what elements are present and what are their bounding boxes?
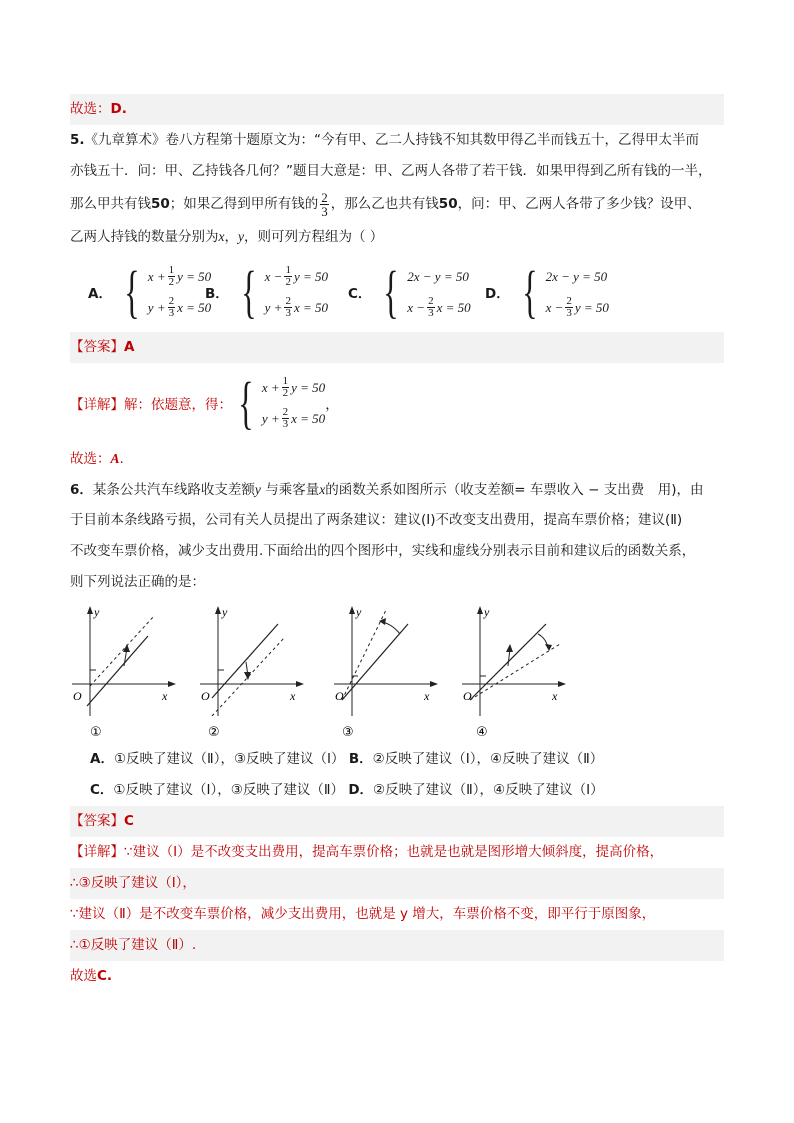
equation-1 <box>148 261 211 292</box>
comma: ， <box>325 397 339 413</box>
graph-4 <box>460 604 570 739</box>
q5-conclusion <box>70 443 724 474</box>
fraction <box>168 296 176 319</box>
detail-text: ∴③反映了建议（Ⅰ）， <box>70 875 196 891</box>
fraction-numerator: 1 <box>282 375 289 387</box>
q6-line-3 <box>70 536 724 567</box>
detail-text: ∴①反映了建议（Ⅱ）. <box>70 937 197 953</box>
option-label: B． <box>205 286 229 302</box>
fraction-denominator: 2 <box>282 387 289 399</box>
detail-label: 【详解】 <box>70 397 124 413</box>
question-text: 于目前本条线路亏损，公司有关人员提出了两条建议：建议(Ⅰ)不改变支出费用，提高车票价格；建议(Ⅱ) <box>70 512 683 528</box>
equation-text: y + <box>261 410 280 426</box>
q5-options <box>70 252 724 332</box>
fraction-numerator: 2 <box>566 295 572 307</box>
choice-label: A． <box>90 751 114 767</box>
origin-label: O <box>463 689 472 703</box>
equation-text: x = 50 <box>293 299 328 315</box>
equation-2 <box>407 292 470 323</box>
equation-text: x − <box>545 299 564 315</box>
q6-line-2 <box>70 505 724 536</box>
answer-label: 【答案】 <box>70 813 124 829</box>
fraction <box>320 191 329 218</box>
q6-choices-row-2 <box>70 775 724 806</box>
conclusion-label: 故选： <box>70 451 111 467</box>
question-text: ，那么乙也共有钱 <box>330 196 439 212</box>
left-brace: { <box>383 259 400 324</box>
equations <box>148 261 211 323</box>
question-text: 则下列说法正确的是： <box>70 574 205 590</box>
equation-text: x − <box>264 268 283 284</box>
equation-text: x = 50 <box>291 410 326 426</box>
equation-system <box>118 261 211 323</box>
fraction <box>284 296 292 319</box>
fraction <box>282 407 290 430</box>
axis-y-label: y <box>484 605 490 619</box>
conclusion-label: 故选： <box>70 101 111 117</box>
left-brace: { <box>521 259 538 324</box>
answer-value: C <box>124 813 134 829</box>
equation-1 <box>407 261 470 292</box>
equation-2 <box>262 403 325 434</box>
q5-detail <box>70 363 724 443</box>
q6-detail-1 <box>70 837 724 868</box>
comma: ， <box>224 229 238 245</box>
graph-label-4: ④ <box>476 725 488 739</box>
fraction-denominator: 3 <box>168 307 175 319</box>
equation-text: 2x − y = 50 <box>407 268 469 284</box>
question-text: ，问：甲、乙两人各带了多少钱？设甲、 <box>457 196 701 212</box>
option-label: D． <box>485 286 510 302</box>
fraction-denominator: 2 <box>168 276 175 288</box>
conclusion-label: 故选 <box>70 968 97 984</box>
axis-x-label: x <box>424 689 430 703</box>
fraction-denominator: 2 <box>285 276 291 288</box>
number-value: 50 <box>151 196 170 212</box>
question-text: 那么甲共有钱 <box>70 196 151 212</box>
graph-2 <box>198 604 308 739</box>
equation-text: y = 50 <box>293 268 328 284</box>
fraction-numerator: 2 <box>321 189 328 205</box>
axis-y-label: y <box>356 605 362 619</box>
fraction <box>282 376 290 399</box>
question-text: 不改变车票价格，减少支出费用.下面给出的四个图形中，实线和虚线分别表示目前和建议后的函数关系， <box>70 543 696 559</box>
option-a <box>88 252 211 332</box>
q5-line-3 <box>70 187 724 221</box>
variable-x: x <box>218 229 225 244</box>
fraction-numerator: 2 <box>282 406 289 418</box>
left-brace: { <box>124 259 140 324</box>
origin-label: O <box>201 689 210 703</box>
q6-answer <box>70 806 724 837</box>
q6-graphs <box>70 604 724 744</box>
choice-label: D． <box>348 782 374 798</box>
graph-label-3: ③ <box>342 725 354 739</box>
equation-text: x = 50 <box>177 299 212 315</box>
axis-y-label: y <box>222 605 228 619</box>
conclusion-value: C. <box>97 968 113 984</box>
equation-system <box>516 261 609 323</box>
period: . <box>119 451 124 467</box>
left-brace: { <box>238 370 254 435</box>
fraction <box>427 296 435 319</box>
q6-choices-row-1 <box>70 744 724 775</box>
equations <box>407 261 470 323</box>
question-text: 某条公共汽车线路收支差额 <box>92 482 255 498</box>
document-page <box>70 94 724 992</box>
fraction-denominator: 3 <box>566 307 572 319</box>
fraction-numerator: 1 <box>168 264 175 276</box>
equations <box>265 261 328 323</box>
axis-x-label: x <box>552 689 558 703</box>
detail-label: 【详解】 <box>70 844 124 860</box>
equation-text: x + <box>147 268 166 284</box>
q6-line-4 <box>70 567 724 598</box>
choice-text: ①反映了建议（Ⅱ），③反映了建议（Ⅰ） <box>113 751 345 767</box>
equations <box>546 261 609 323</box>
fraction <box>284 265 292 288</box>
detail-text: ∵建议（Ⅱ）是不改变车票价格，减少支出费用，也就是 y 增大，车票价格不变，即平行于原图象， <box>70 906 656 922</box>
equation-text: x + <box>261 379 280 395</box>
equation-text: y + <box>147 299 166 315</box>
graph-3 <box>332 604 442 739</box>
equation-1 <box>546 261 609 292</box>
option-d <box>485 252 609 332</box>
equation-text: x − <box>407 299 426 315</box>
choice-text: ②反映了建议（Ⅰ），④反映了建议（Ⅱ） <box>372 751 604 767</box>
detail-text: ∵建议（Ⅰ）是不改变支出费用，提高车票价格；也就是也就是图形增大倾斜度，提高价格， <box>124 844 664 860</box>
conclusion-value: A <box>110 451 120 466</box>
option-label: A． <box>88 286 112 302</box>
choice-text: ①反映了建议（Ⅰ），③反映了建议（Ⅱ） <box>113 782 345 798</box>
fraction-numerator: 2 <box>285 295 291 307</box>
q6-detail-2 <box>70 868 724 899</box>
equation-text: y = 50 <box>291 379 326 395</box>
question-text: 亦钱五十．问：甲、乙持钱各几何？”题目大意是：甲、乙两人各带了若干钱．如果甲得到乙所有钱的一半， <box>70 163 712 179</box>
equation-2 <box>148 292 211 323</box>
q6-line-1 <box>70 474 724 505</box>
option-c <box>348 252 471 332</box>
fraction <box>168 265 176 288</box>
question-number: 5. <box>70 132 85 148</box>
axis-y-label: y <box>94 605 100 619</box>
equation-1 <box>265 261 328 292</box>
fraction <box>565 296 573 319</box>
question-text: ；如果乙得到甲所有钱的 <box>169 196 319 212</box>
axis-x-label: x <box>290 689 296 703</box>
equation-text: y = 50 <box>177 268 212 284</box>
q5-line-4 <box>70 221 724 252</box>
question-text: 与乘客量 <box>260 482 320 498</box>
q6-detail-3 <box>70 899 724 930</box>
variable-y: y <box>254 482 261 497</box>
graph-1 <box>70 604 180 739</box>
option-b <box>205 252 328 332</box>
fraction-numerator: 2 <box>428 295 434 307</box>
q6-detail-4 <box>70 930 724 961</box>
equations <box>262 372 325 434</box>
equation-2 <box>265 292 328 323</box>
equation-text: y + <box>264 299 283 315</box>
graph-label-1: ① <box>90 725 102 739</box>
fraction-numerator: 1 <box>285 264 291 276</box>
answer-value: A <box>124 339 135 355</box>
number-value: 50 <box>438 196 458 212</box>
variable-x: x <box>319 482 326 497</box>
choice-label: B． <box>348 751 373 767</box>
equation-text: y = 50 <box>574 299 609 315</box>
equation-system <box>235 261 328 323</box>
equation-text: 2x − y = 50 <box>545 268 608 284</box>
fraction-denominator: 3 <box>285 307 291 319</box>
origin-label: O <box>73 689 82 703</box>
origin-label: O <box>335 689 344 703</box>
answer-label: 【答案】 <box>70 339 124 355</box>
choice-label: C． <box>90 782 114 798</box>
equation-text: x = 50 <box>436 299 471 315</box>
axis-x-label: x <box>162 689 168 703</box>
choice-text: ②反映了建议（Ⅱ），④反映了建议（Ⅰ） <box>373 782 604 798</box>
detail-text: 解：依题意，得： <box>124 397 232 413</box>
left-brace: { <box>241 259 257 324</box>
question-text: 乙两人持钱的数量分别为 <box>70 229 219 245</box>
q6-conclusion <box>70 961 724 992</box>
variable-y: y <box>238 229 244 244</box>
conclusion-value: D. <box>110 101 127 117</box>
fraction-numerator: 2 <box>168 295 175 307</box>
q5-line-1 <box>70 125 724 156</box>
q5-line-2 <box>70 156 724 187</box>
graph-label-2: ② <box>208 725 220 739</box>
option-label: C． <box>348 286 372 302</box>
question-text: 的函数关系如图所示（收支差额= 车票收入 − 支出费 用)，由 <box>325 482 704 498</box>
equation-system <box>232 372 325 434</box>
question-text: 《九章算术》卷八方程第十题原文为：“今有甲、乙二人持钱不知其数甲得乙半而钱五十，乙得甲太半而 <box>84 132 700 148</box>
question-text: ，则可列方程组为（ ） <box>244 229 384 245</box>
fraction-denominator: 3 <box>282 418 289 430</box>
question-number: 6． <box>70 482 93 498</box>
equation-1 <box>262 372 325 403</box>
fraction-denominator: 3 <box>321 203 328 219</box>
prev-conclusion <box>70 94 724 125</box>
q5-answer <box>70 332 724 363</box>
equation-system <box>377 261 470 323</box>
fraction-denominator: 3 <box>428 307 434 319</box>
equation-2 <box>546 292 609 323</box>
